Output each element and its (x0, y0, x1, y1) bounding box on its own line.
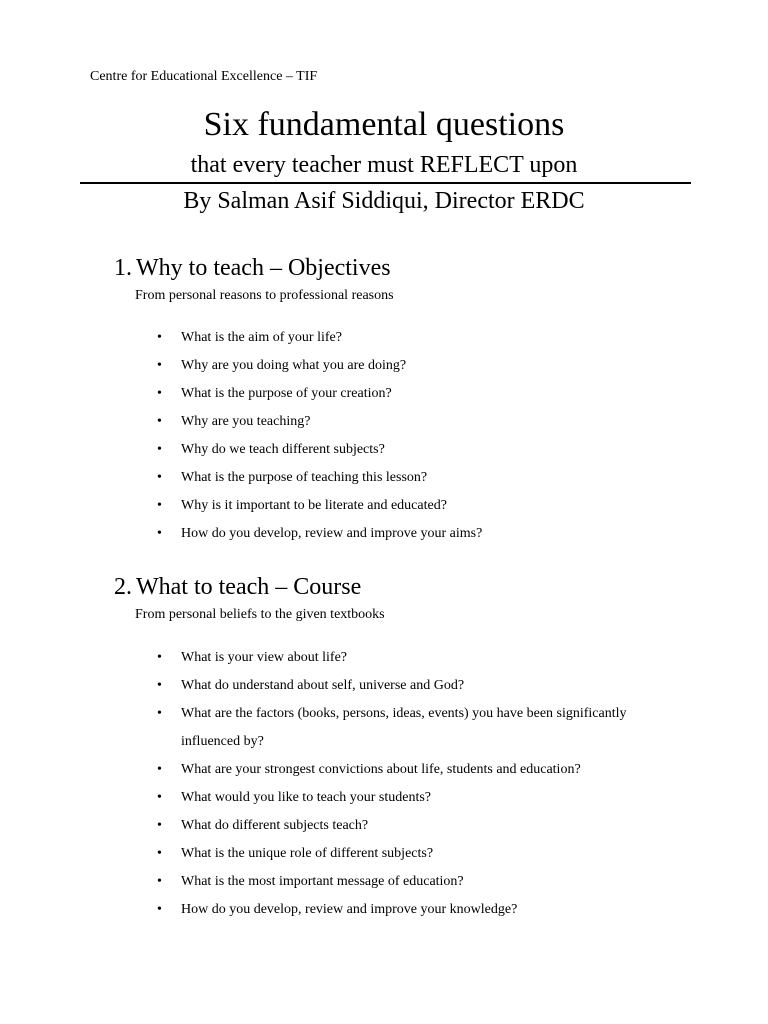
bullet-icon: • (157, 902, 162, 917)
document-subtitle: that every teacher must REFLECT upon (190, 152, 578, 178)
section-title: What to teach – Course (136, 574, 362, 600)
bullet-icon: • (157, 358, 162, 373)
question-text: What do different subjects teach? (181, 818, 369, 833)
bullet-icon: • (157, 330, 162, 345)
question-text: Why is it important to be literate and educated? (181, 498, 447, 513)
section-heading (114, 253, 391, 283)
question-text: What are the factors (books, persons, ideas, events) you have been significantly influenced by? (181, 706, 627, 749)
list-item (0, 840, 768, 868)
bullet-icon: • (157, 650, 162, 665)
bullet-icon: • (157, 790, 162, 805)
question-text: What is the most important message of education? (181, 874, 464, 889)
list-item (0, 492, 768, 520)
bullet-icon: • (157, 526, 162, 541)
bullet-icon: • (157, 386, 162, 401)
list-item (0, 436, 768, 464)
section-subheading: From personal beliefs to the given textbooks (135, 607, 385, 622)
question-text: How do you develop, review and improve your aims? (181, 526, 483, 541)
list-item (0, 868, 768, 896)
question-text: What is the aim of your life? (181, 330, 342, 345)
list-item (0, 644, 768, 672)
bullet-icon: • (157, 414, 162, 429)
list-item (0, 784, 768, 812)
section-subheading: From personal reasons to professional reasons (135, 288, 394, 303)
document-title: Six fundamental questions (203, 106, 565, 143)
question-text: How do you develop, review and improve your knowledge? (181, 902, 518, 917)
title-divider (80, 182, 691, 184)
section-number: 1. (114, 255, 132, 281)
list-item (0, 756, 768, 784)
organization-header: Centre for Educational Excellence – TIF (90, 69, 318, 84)
bullet-icon: • (157, 818, 162, 833)
question-text: What is your view about life? (181, 650, 348, 665)
question-list (0, 644, 768, 924)
list-item (0, 380, 768, 408)
section-number: 2. (114, 574, 132, 600)
list-item (0, 700, 768, 756)
list-item (0, 672, 768, 700)
bullet-icon: • (157, 874, 162, 889)
list-item (0, 896, 768, 924)
question-text: What are your strongest convictions about life, students and education? (181, 762, 581, 777)
bullet-icon: • (157, 678, 162, 693)
question-text: Why are you teaching? (181, 414, 311, 429)
author-byline: By Salman Asif Siddiqui, Director ERDC (183, 188, 585, 214)
bullet-icon: • (157, 498, 162, 513)
bullet-icon: • (157, 470, 162, 485)
section-title: Why to teach – Objectives (136, 255, 391, 281)
question-text: What would you like to teach your students? (181, 790, 431, 805)
question-text: Why are you doing what you are doing? (181, 358, 407, 373)
list-item (0, 408, 768, 436)
question-text: Why do we teach different subjects? (181, 442, 385, 457)
question-text: What is the unique role of different subjects? (181, 846, 434, 861)
bullet-icon: • (157, 762, 162, 777)
list-item (0, 324, 768, 352)
question-text: What is the purpose of your creation? (181, 386, 392, 401)
question-text: What do understand about self, universe and God? (181, 678, 465, 693)
section-heading (114, 572, 361, 602)
question-list (0, 324, 768, 548)
list-item (0, 812, 768, 840)
question-text: What is the purpose of teaching this lesson? (181, 470, 428, 485)
bullet-icon: • (157, 706, 162, 721)
list-item (0, 352, 768, 380)
list-item (0, 520, 768, 548)
bullet-icon: • (157, 846, 162, 861)
bullet-icon: • (157, 442, 162, 457)
list-item (0, 464, 768, 492)
